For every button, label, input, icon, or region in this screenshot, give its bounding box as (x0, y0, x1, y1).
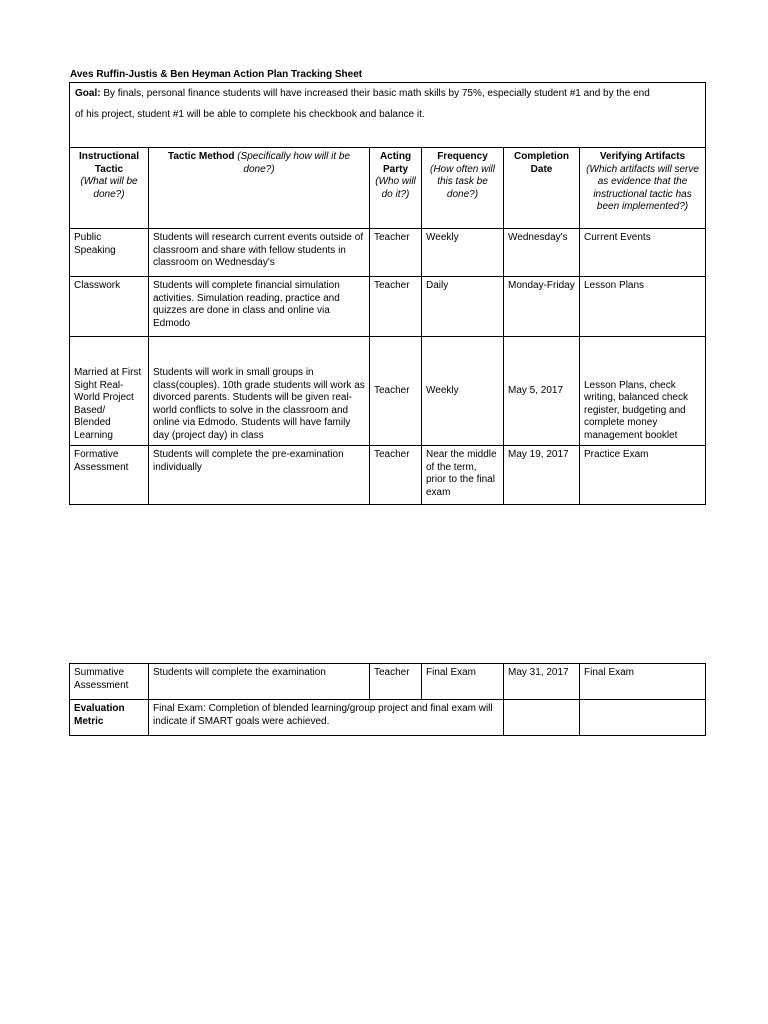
header-acting-party: Acting Party (Who will do it?) (370, 148, 422, 229)
row-artifacts: Current Events (580, 229, 706, 277)
row-method: Students will complete the pre-examination individually (149, 446, 370, 505)
assessment-table (69, 663, 706, 736)
evaluation-empty-date (504, 700, 580, 736)
row-party: Teacher (370, 337, 422, 446)
header-instructional-tactic: Instructional Tactic (What will be done?) (70, 148, 149, 229)
summative-tactic: Summative Assessment (70, 664, 149, 700)
row-tactic: Classwork (70, 277, 149, 337)
row-date: Wednesday's (504, 229, 580, 277)
goal-cell (70, 83, 706, 148)
row-tactic: Formative Assessment (70, 446, 149, 505)
action-plan-table (69, 82, 706, 505)
goal-text-line1: By finals, personal finance students will have increased their basic math skills by 75%, especially student #1 and by the end (100, 88, 650, 99)
row-frequency: Weekly (422, 229, 504, 277)
row-method: Students will research current events outside of classroom and share with fellow students in classroom on Wednesday's (149, 229, 370, 277)
evaluation-label: Evaluation Metric (70, 700, 149, 736)
header-row (70, 148, 706, 229)
evaluation-row (70, 700, 706, 736)
table-row (70, 337, 706, 446)
evaluation-empty-artifacts (580, 700, 706, 736)
row-frequency: Daily (422, 277, 504, 337)
table-row (70, 446, 706, 505)
row-party: Teacher (370, 229, 422, 277)
row-party: Teacher (370, 277, 422, 337)
goal-label: Goal: (75, 88, 101, 99)
goal-text-line2: of his project, student #1 will be able to complete his checkbook and balance it. (75, 109, 425, 120)
row-frequency: Near the middle of the term, prior to the final exam (422, 446, 504, 505)
goal-row (70, 83, 706, 148)
row-date: Monday-Friday (504, 277, 580, 337)
summative-party: Teacher (370, 664, 422, 700)
row-tactic: Public Speaking (70, 229, 149, 277)
summative-artifacts: Final Exam (580, 664, 706, 700)
row-artifacts: Practice Exam (580, 446, 706, 505)
row-method: Students will work in small groups in class(couples). 10th grade students will work as divorced parents. Students will be given real-world conflicts to solve in the classroom and online via Edmodo. Students will have family day (project day) in class (149, 337, 370, 446)
row-method: Students will complete financial simulation activities. Simulation reading, practice and quizzes are done in class and online via Edmodo (149, 277, 370, 337)
header-frequency: Frequency (How often will this task be done?) (422, 148, 504, 229)
summative-row (70, 664, 706, 700)
row-party: Teacher (370, 446, 422, 505)
header-tactic-method: Tactic Method (Specifically how will it be done?) (149, 148, 370, 229)
summative-method: Students will complete the examination (149, 664, 370, 700)
row-date: May 5, 2017 (504, 337, 580, 446)
row-date: May 19, 2017 (504, 446, 580, 505)
summative-date: May 31, 2017 (504, 664, 580, 700)
header-verifying-artifacts: Verifying Artifacts (Which artifacts will serve as evidence that the instructional tactic has been implemented?) (580, 148, 706, 229)
summative-frequency: Final Exam (422, 664, 504, 700)
document-title: Aves Ruffin-Justis & Ben Heyman Action Plan Tracking Sheet (70, 69, 363, 80)
row-artifacts: Lesson Plans, check writing, balanced check register, budgeting and complete money management booklet (580, 337, 706, 446)
header-completion-date: Completion Date (504, 148, 580, 229)
row-tactic: Married at First Sight Real-World Project Based/ Blended Learning (70, 337, 149, 446)
evaluation-text: Final Exam: Completion of blended learning/group project and final exam will indicate if SMART goals were achieved. (149, 700, 504, 736)
row-frequency: Weekly (422, 337, 504, 446)
row-artifacts: Lesson Plans (580, 277, 706, 337)
table-row (70, 277, 706, 337)
table-row (70, 229, 706, 277)
